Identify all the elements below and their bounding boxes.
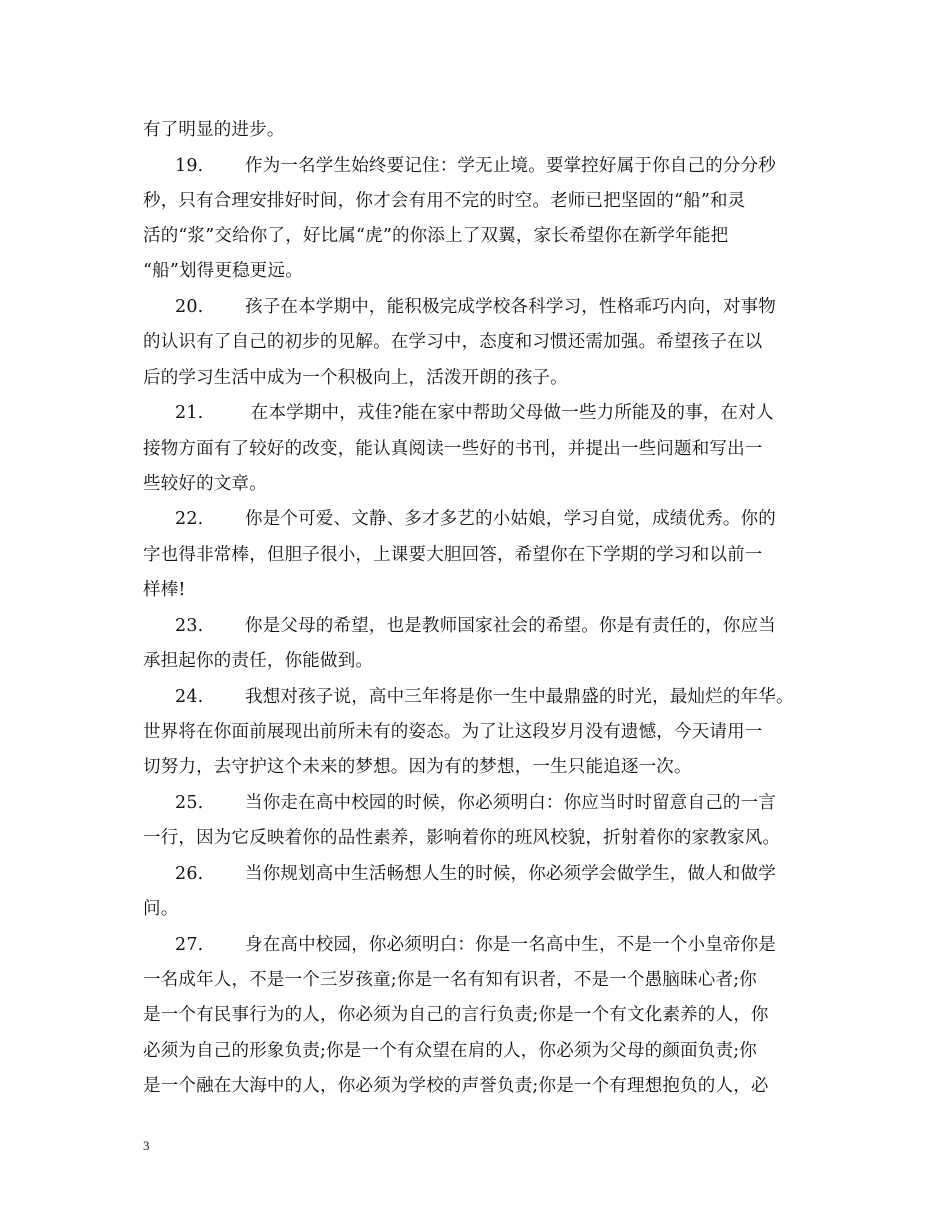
text-line: 样棒! [143, 580, 186, 600]
text-line: 是一个有民事行为的人，你必须为自己的言行负责;你是一个有文化素养的人，你 [143, 1005, 769, 1025]
text-line: 是一个融在大海中的人，你必须为学校的声誉负责;你是一个有理想抱负的人，必 [143, 1076, 769, 1096]
text-line: 世界将在你面前展现出前所未有的姿态。为了让这段岁月没有遗憾，今天请用一 [143, 722, 763, 742]
text-line: 的认识有了自己的初步的见解。在学习中，态度和习惯还需加强。希望孩子在以 [143, 332, 763, 352]
text-line: 当你规划高中生活畅想人生的时候，你必须学会做学生，做人和做学 [245, 864, 776, 884]
text-line: 一行，因为它反映着你的品性素养，影响着你的班风校貌，折射着你的家教家风。 [143, 828, 781, 848]
item-number: 27. [175, 935, 204, 955]
numbered-line [143, 154, 815, 178]
text-line: 在本学期中，戎佳?能在家中帮助父母做一些力所能及的事，在对人 [245, 403, 774, 423]
text-line: 后的学习生活中成为一个积极向上，活泼开朗的孩子。 [143, 368, 568, 388]
item-number: 24. [175, 687, 204, 707]
text-line: 接物方面有了较好的改变，能认真阅读一些好的书刊，并提出一些问题和写出一 [143, 439, 763, 459]
item-number: 22. [175, 509, 204, 529]
numbered-line [143, 507, 815, 531]
text-line: 孩子在本学期中，能积极完成学校各科学习，性格乖巧内向，对事物 [245, 297, 776, 317]
numbered-line [143, 685, 815, 709]
item-number: 20. [175, 297, 204, 317]
numbered-line [143, 791, 815, 815]
text-line: 活的“浆”交给你了，好比属“虎”的你添上了双翼，家长希望你在新学年能把 [143, 226, 729, 246]
item-number: 21. [175, 403, 204, 423]
item-number: 25. [175, 793, 204, 813]
numbered-line [143, 295, 815, 319]
text-line: 你是父母的希望，也是教师国家社会的希望。你是有责任的，你应当 [245, 616, 776, 636]
text-line: “船”划得更稳更远。 [143, 261, 303, 281]
text-line: 我想对孩子说，高中三年将是你一生中最鼎盛的时光，最灿烂的年华。 [245, 687, 794, 707]
page-number: 3 [143, 1138, 150, 1153]
item-number: 19. [175, 156, 204, 176]
text-line: 字也得非常棒，但胆子很小，上课要大胆回答，希望你在下学期的学习和以前一 [143, 545, 763, 565]
text-line: 承担起你的责任，你能做到。 [143, 651, 374, 671]
text-line: 有了明显的进步。 [143, 120, 285, 140]
numbered-line [143, 862, 815, 886]
text-line: 作为一名学生始终要记住：学无止境。要掌控好属于你自己的分分秒 [245, 156, 776, 176]
text-line: 切努力，去守护这个未来的梦想。因为有的梦想，一生只能追逐一次。 [143, 757, 692, 777]
item-number: 26. [175, 864, 204, 884]
text-line: 身在高中校园，你必须明白：你是一名高中生，不是一个小皇帝你是 [245, 935, 776, 955]
text-line: 秒，只有合理安排好时间，你才会有用不完的时空。老师已把坚固的“船”和灵 [143, 191, 746, 211]
numbered-line [143, 614, 815, 638]
text-line: 些较好的文章。 [143, 474, 267, 494]
text-line: 问。 [143, 899, 179, 919]
numbered-line [143, 401, 815, 425]
numbered-line [143, 933, 815, 957]
item-number: 23. [175, 616, 204, 636]
text-line: 必须为自己的形象负责;你是一个有众望在肩的人，你必须为父母的颜面负责;你 [143, 1041, 757, 1061]
text-line: 一名成年人，不是一个三岁孩童;你是一名有知有识者，不是一个愚脑昧心者;你 [143, 970, 757, 990]
text-line: 当你走在高中校园的时候，你必须明白：你应当时时留意自己的一言 [245, 793, 776, 813]
text-line: 你是个可爱、文静、多才多艺的小姑娘，学习自觉，成绩优秀。你的 [245, 509, 776, 529]
